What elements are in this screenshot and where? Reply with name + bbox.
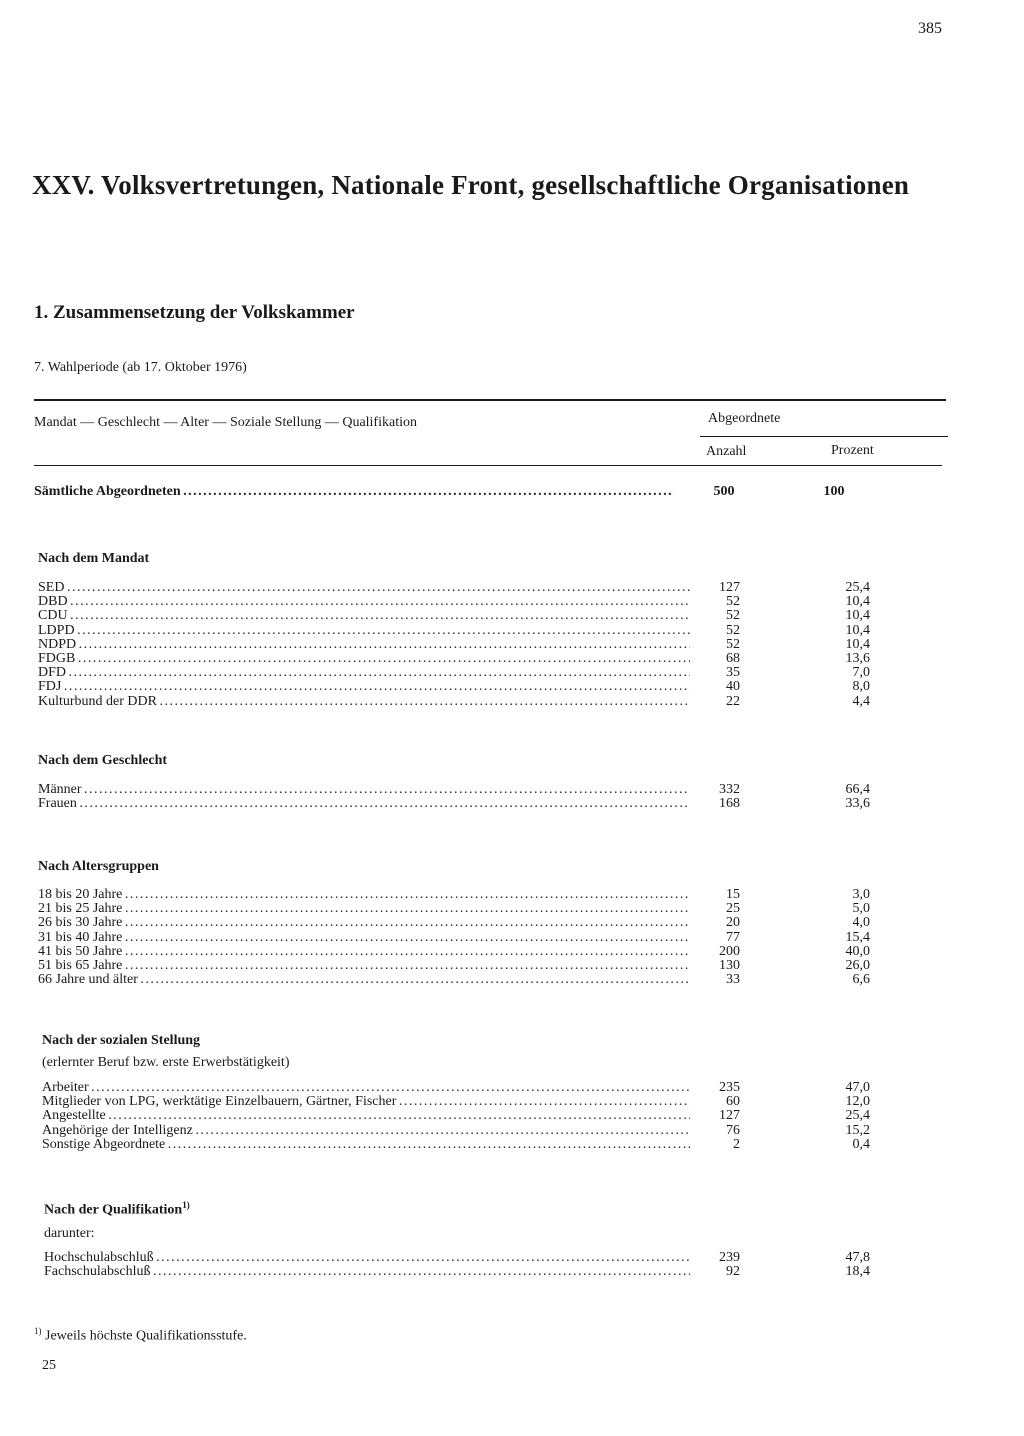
- row-label: 51 bis 65 Jahre . . .: [38, 958, 690, 973]
- row-anzahl: 40: [726, 679, 740, 695]
- row-prozent: 47,8: [845, 1250, 870, 1265]
- row-label: DFD . . .: [38, 665, 690, 680]
- row-label: 18 bis 20 Jahre . . .: [38, 887, 690, 902]
- group-heading-mandat: Nach dem Mandat: [38, 551, 150, 566]
- table-row: [42, 1137, 882, 1152]
- signature-mark: 25: [42, 1358, 56, 1373]
- row-anzahl: 33: [726, 972, 740, 988]
- table-row: [38, 958, 878, 973]
- table-row: [38, 930, 878, 945]
- table-row: [38, 665, 878, 680]
- row-label: FDJ . . .: [38, 679, 690, 694]
- row-label: Mitglieder von LPG, werktätige Einzelbauern, Gärtner, Fischer . . .: [42, 1094, 690, 1109]
- group-heading-qualifikation: [44, 1200, 190, 1219]
- footnote-marker: 1): [182, 1200, 190, 1210]
- row-anzahl: 239: [719, 1250, 740, 1265]
- group-note-qualifikation: darunter:: [44, 1226, 95, 1241]
- row-prozent: 3,0: [852, 887, 870, 902]
- table-row: [38, 594, 878, 609]
- header-group-rule: [700, 436, 948, 437]
- row-label: 21 bis 25 Jahre . . .: [38, 901, 690, 916]
- row-label: 66 Jahre und älter . . .: [38, 972, 690, 987]
- footnote: [34, 1326, 247, 1345]
- row-prozent: 15,2: [845, 1122, 870, 1138]
- row-anzahl: 92: [726, 1264, 740, 1280]
- table-row: [38, 972, 878, 987]
- row-prozent: 25,4: [845, 580, 870, 595]
- table-row: [38, 637, 878, 652]
- section-title: 1. Zusammensetzung der Volkskammer: [34, 302, 355, 323]
- row-prozent: 47,0: [845, 1080, 870, 1095]
- table-row: [38, 651, 878, 666]
- row-label: 41 bis 50 Jahre . . .: [38, 944, 690, 959]
- table-row: [42, 1108, 882, 1123]
- row-prozent: 0,4: [852, 1136, 870, 1152]
- table-subtitle: 7. Wahlperiode (ab 17. Oktober 1976): [34, 360, 247, 375]
- row-anzahl: 130: [719, 958, 740, 973]
- row-prozent: 18,4: [845, 1264, 870, 1280]
- table-row: [38, 915, 878, 930]
- group-heading-alter: Nach Altersgruppen: [38, 859, 159, 874]
- row-label: Angehörige der Intelligenz . . .: [42, 1123, 690, 1138]
- row-label: Männer . . .: [38, 782, 690, 797]
- table-row: [38, 623, 878, 638]
- row-label: Hochschulabschluß . . .: [44, 1250, 690, 1265]
- row-anzahl: 127: [719, 1108, 740, 1124]
- row-label: 31 bis 40 Jahre . . .: [38, 930, 690, 945]
- row-prozent: 13,6: [845, 651, 870, 666]
- table-row: [42, 1123, 882, 1138]
- row-label: FDGB . . .: [38, 651, 690, 666]
- row-prozent: 10,4: [845, 594, 870, 610]
- row-anzahl: 20: [726, 915, 740, 931]
- header-left-label: Mandat — Geschlecht — Alter — Soziale Stellung — Qualifikation: [34, 415, 417, 430]
- total-prozent: 100: [823, 484, 845, 499]
- row-anzahl: 60: [726, 1094, 740, 1110]
- table-row: [44, 1264, 884, 1279]
- table-row: [38, 796, 878, 811]
- row-anzahl: 52: [726, 594, 740, 610]
- row-prozent: 4,4: [852, 693, 870, 709]
- table-row: [38, 782, 878, 797]
- row-anzahl: 15: [726, 887, 740, 902]
- footnote-text: Jeweils höchste Qualifikationsstufe.: [45, 1328, 247, 1344]
- row-label: Sonstige Abgeordnete . . .: [42, 1137, 690, 1152]
- row-prozent: 25,4: [845, 1108, 870, 1124]
- total-row: [34, 484, 874, 499]
- table-row: [38, 901, 878, 916]
- table-top-rule: [34, 399, 946, 401]
- row-anzahl: 35: [726, 665, 740, 681]
- table-row: [38, 679, 878, 694]
- table-row: [38, 580, 878, 595]
- row-anzahl: 200: [719, 943, 740, 959]
- row-anzahl: 332: [719, 782, 740, 797]
- row-label: Arbeiter . . .: [42, 1080, 690, 1095]
- group-heading-stellung: Nach der sozialen Stellung: [42, 1033, 201, 1048]
- total-anzahl: 500: [713, 484, 735, 499]
- table-row: [38, 887, 878, 902]
- row-prozent: 15,4: [845, 929, 870, 945]
- row-prozent: 10,4: [845, 608, 870, 624]
- group-note-stellung: (erlernter Beruf bzw. erste Erwerbstätigkeit): [42, 1055, 290, 1070]
- total-label: Sämtliche Abgeordneten . . .: [34, 484, 674, 499]
- row-prozent: 40,0: [845, 943, 870, 959]
- row-label: LDPD . . .: [38, 623, 690, 638]
- row-prozent: 66,4: [845, 782, 870, 797]
- row-anzahl: 235: [719, 1080, 740, 1095]
- row-label: CDU . . .: [38, 608, 690, 623]
- table-row: [38, 608, 878, 623]
- row-anzahl: 127: [719, 580, 740, 595]
- row-label: Frauen . . .: [38, 796, 690, 811]
- row-anzahl: 2: [733, 1136, 740, 1152]
- table-row: [44, 1250, 884, 1265]
- footnote-marker-bottom: 1): [34, 1326, 42, 1336]
- header-group-label: Abgeordnete: [708, 411, 781, 426]
- row-prozent: 26,0: [845, 958, 870, 973]
- row-anzahl: 77: [726, 929, 740, 945]
- row-label: Kulturbund der DDR . . .: [38, 694, 690, 709]
- row-prozent: 7,0: [852, 665, 870, 681]
- row-label: SED . . .: [38, 580, 690, 595]
- row-anzahl: 22: [726, 693, 740, 709]
- row-anzahl: 52: [726, 608, 740, 624]
- row-anzahl: 76: [726, 1122, 740, 1138]
- row-label: 26 bis 30 Jahre . . .: [38, 915, 690, 930]
- row-anzahl: 52: [726, 622, 740, 638]
- row-prozent: 10,4: [845, 622, 870, 638]
- row-anzahl: 68: [726, 651, 740, 666]
- row-prozent: 33,6: [845, 796, 870, 812]
- chapter-title: XXV. Volksvertretungen, Nationale Front, gesellschaftliche Organisationen: [32, 170, 910, 200]
- row-prozent: 6,6: [852, 972, 870, 988]
- group-heading-geschlecht: Nach dem Geschlecht: [38, 753, 168, 768]
- table-row: [38, 944, 878, 959]
- table-row: [38, 694, 878, 709]
- row-anzahl: 25: [726, 901, 740, 917]
- row-anzahl: 168: [719, 796, 740, 812]
- group-heading-qualifikation-text: Nach der Qualifikation: [44, 1202, 183, 1218]
- row-prozent: 12,0: [845, 1094, 870, 1110]
- row-prozent: 8,0: [852, 679, 870, 695]
- row-label: DBD . . .: [38, 594, 690, 609]
- row-label: Angestellte . . .: [42, 1108, 690, 1123]
- column-anzahl-header: Anzahl: [706, 444, 747, 459]
- table-header-bottom-rule: [34, 465, 942, 466]
- row-label: Fachschulabschluß . . .: [44, 1264, 690, 1279]
- row-prozent: 4,0: [852, 915, 870, 931]
- row-prozent: 5,0: [852, 901, 870, 917]
- row-label: NDPD . . .: [38, 637, 690, 652]
- row-anzahl: 52: [726, 636, 740, 652]
- page-number: 385: [918, 20, 942, 37]
- row-prozent: 10,4: [845, 636, 870, 652]
- table-row: [42, 1094, 882, 1109]
- column-prozent-header: Prozent: [831, 443, 874, 458]
- table-row: [42, 1080, 882, 1095]
